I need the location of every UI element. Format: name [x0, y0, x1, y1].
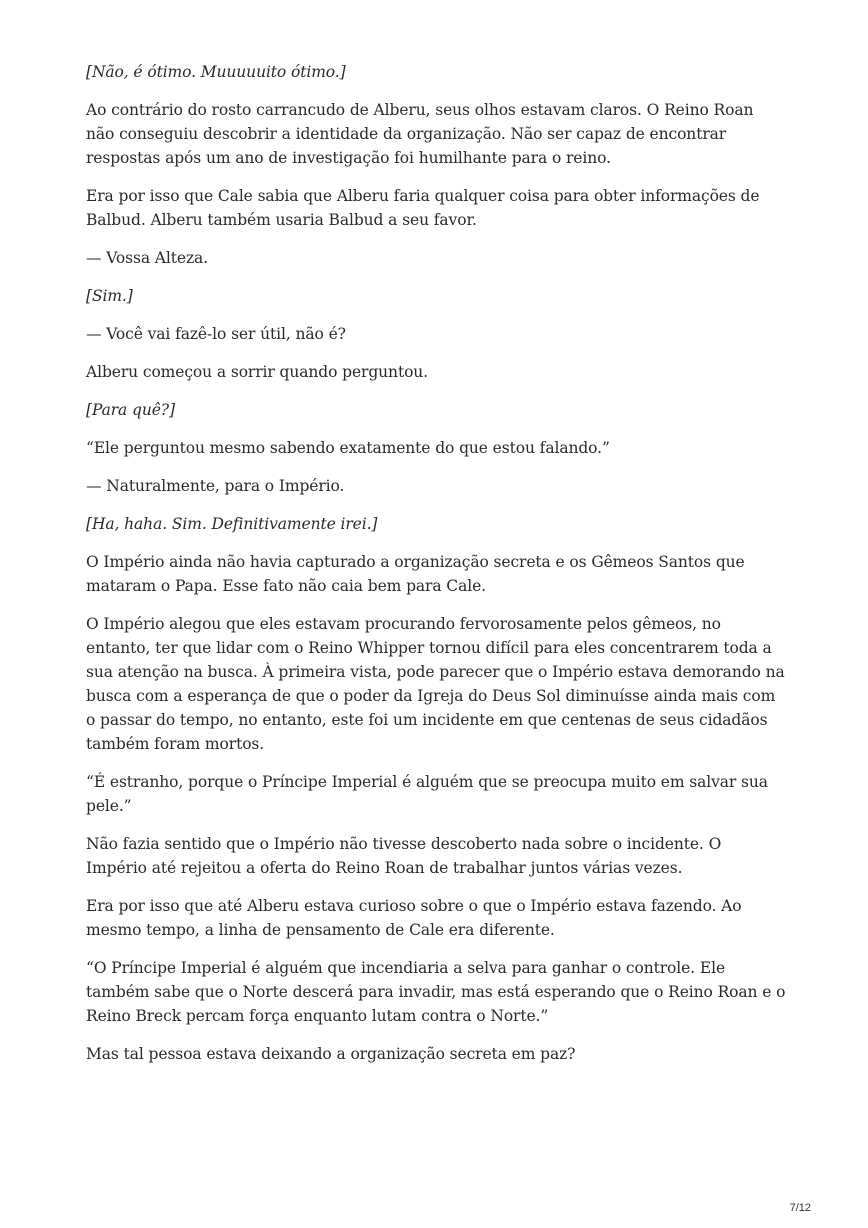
paragraph: Alberu começou a sorrir quando perguntou. — [86, 363, 429, 381]
paragraph: O Império ainda não havia capturado a organização secreta e os Gêmeos Santos que mataram o Papa. Esse fato não caia bem para Cale. — [86, 553, 745, 595]
paragraph: — Naturalmente, para o Império. — [86, 477, 345, 495]
paragraph: [Ha, haha. Sim. Definitivamente irei.] — [86, 515, 378, 533]
paragraph: — Você vai fazê-lo ser útil, não é? — [86, 325, 346, 343]
paragraph: [Não, é ótimo. Muuuuuito ótimo.] — [86, 63, 346, 81]
paragraph: Era por isso que Cale sabia que Alberu faria qualquer coisa para obter informações de Balbud. Alberu também usaria Balbud a seu favor. — [86, 187, 760, 229]
paragraph: “Ele perguntou mesmo sabendo exatamente do que estou falando.” — [86, 439, 610, 457]
paragraph: [Sim.] — [86, 287, 133, 305]
paragraph: [Para quê?] — [86, 401, 175, 419]
paragraph: “É estranho, porque o Príncipe Imperial é alguém que se preocupa muito em salvar sua pele.” — [86, 773, 768, 815]
paragraph: “O Príncipe Imperial é alguém que incendiaria a selva para ganhar o controle. Ele também sabe que o Norte descerá para invadir, mas está esperando que o Reino Roan e o Reino Breck percam força enquanto lutam contra o Norte.” — [86, 959, 786, 1025]
document-body — [86, 60, 786, 1080]
paragraph: O Império alegou que eles estavam procurando fervorosamente pelos gêmeos, no entanto, ter que lidar com o Reino Whipper tornou difícil para eles concentrarem toda a sua atenção na busca. À primeira vista, pode parecer que o Império estava demorando na busca com a esperança de que o poder da Igreja do Deus Sol diminuísse ainda mais com o passar do tempo, no entanto, este foi um incidente em que centenas de seus cidadãos também foram mortos. — [86, 615, 785, 753]
paragraph: Não fazia sentido que o Império não tivesse descoberto nada sobre o incidente. O Império até rejeitou a oferta do Reino Roan de trabalhar juntos várias vezes. — [86, 835, 722, 877]
paragraph: — Vossa Alteza. — [86, 249, 208, 267]
paragraph: Era por isso que até Alberu estava curioso sobre o que o Império estava fazendo. Ao mesmo tempo, a linha de pensamento de Cale era diferente. — [86, 897, 742, 939]
page-number: 7/12 — [789, 1202, 811, 1214]
paragraph: Ao contrário do rosto carrancudo de Alberu, seus olhos estavam claros. O Reino Roan não conseguiu descobrir a identidade da organização. Não ser capaz de encontrar respostas após um ano de investigação foi humilhante para o reino. — [86, 101, 754, 167]
paragraph: Mas tal pessoa estava deixando a organização secreta em paz? — [86, 1045, 576, 1063]
